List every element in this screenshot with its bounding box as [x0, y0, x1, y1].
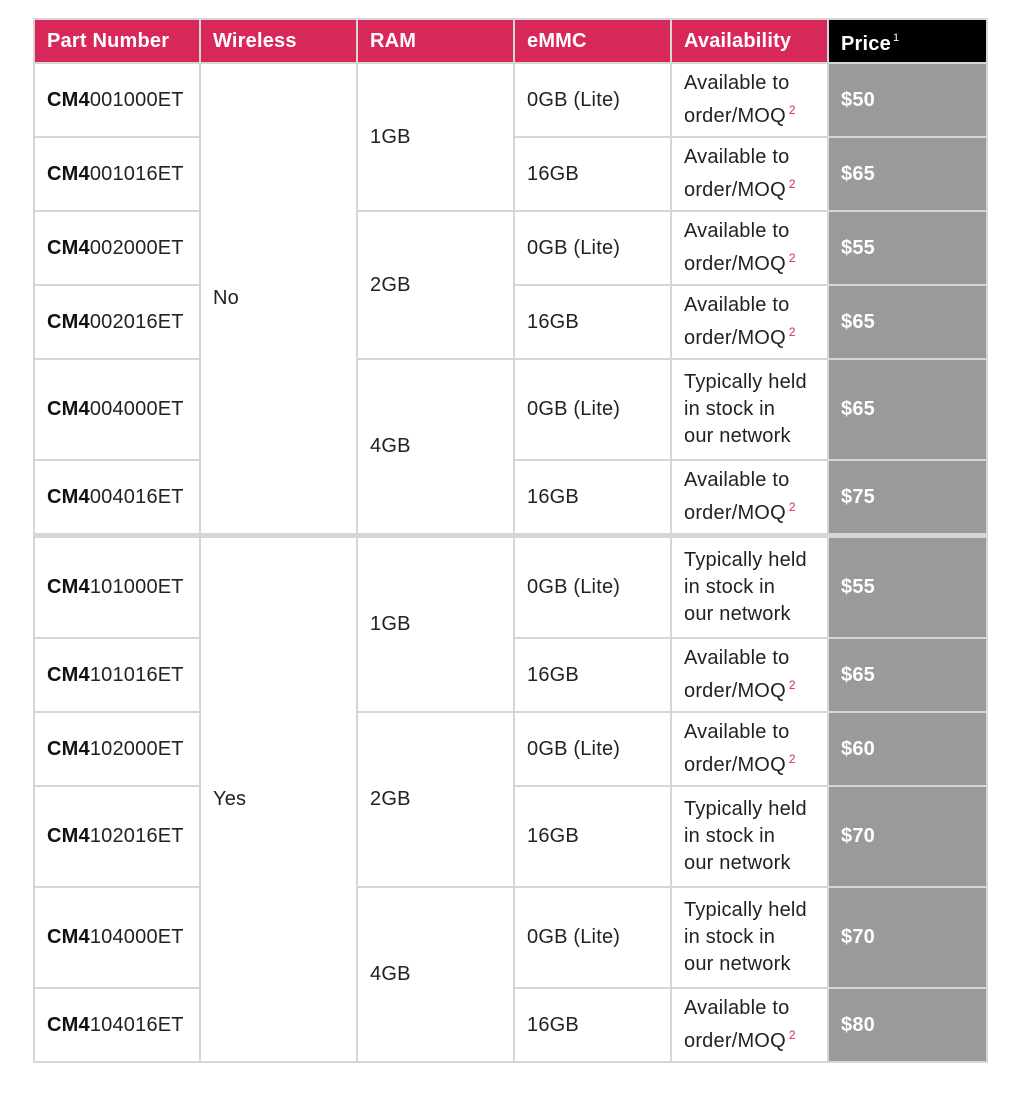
availability-line-2-text: order/MOQ [684, 327, 786, 349]
part-number-suffix: 104000ET [89, 926, 184, 948]
price-cell: $55 [828, 211, 987, 285]
part-number-cell [34, 359, 200, 460]
availability-line-1: Available to [684, 647, 790, 669]
availability-line-2 [684, 171, 815, 204]
header-ram: RAM [357, 19, 514, 63]
ram-cell: 1GB [357, 63, 514, 211]
part-number-suffix: 102016ET [89, 825, 184, 847]
part-number-suffix: 002016ET [89, 310, 184, 333]
part-number-cell [34, 786, 200, 887]
emmc-cell: 0GB (Lite) [514, 887, 671, 988]
header-price-label: Price [841, 32, 891, 55]
part-number-cell [34, 638, 200, 712]
ram-cell: 1GB [357, 536, 514, 713]
price-cell: $80 [828, 988, 987, 1062]
part-number-suffix: 004016ET [89, 485, 184, 508]
emmc-cell: 0GB (Lite) [514, 359, 671, 460]
part-number-prefix: CM4 [47, 310, 90, 333]
table-row [34, 211, 987, 285]
part-number-cell [34, 285, 200, 359]
availability-line-2-text: in stock in [684, 825, 776, 847]
availability-line-2 [684, 574, 815, 601]
part-number-prefix: CM4 [47, 398, 90, 420]
part-number-cell [34, 536, 200, 639]
table-row [34, 359, 987, 460]
price-cell: $50 [828, 63, 987, 137]
price-cell: $60 [828, 712, 987, 786]
part-number-suffix: 001016ET [89, 162, 184, 185]
part-number-prefix: CM4 [47, 825, 90, 847]
emmc-cell: 16GB [514, 460, 671, 536]
availability-cell [671, 536, 828, 639]
moq-footnote-marker: 2 [788, 678, 796, 692]
availability-cell [671, 211, 828, 285]
part-number-suffix: 002000ET [89, 236, 184, 259]
ram-cell: 4GB [357, 887, 514, 1062]
part-number-prefix: CM4 [47, 236, 90, 259]
availability-line-2 [684, 396, 815, 423]
emmc-cell: 0GB (Lite) [514, 211, 671, 285]
price-cell: $65 [828, 137, 987, 211]
availability-line-2-text: order/MOQ [684, 680, 786, 702]
availability-line-1: Available to [684, 72, 790, 94]
ram-cell: 2GB [357, 712, 514, 887]
table-row [34, 887, 987, 988]
availability-line-2-text: order/MOQ [684, 105, 786, 127]
price-cell: $65 [828, 285, 987, 359]
availability-line-2 [684, 97, 815, 130]
availability-line-1: Available to [684, 146, 790, 168]
header-emmc: eMMC [514, 19, 671, 63]
availability-line-2 [684, 746, 815, 779]
part-number-cell [34, 211, 200, 285]
part-number-cell [34, 460, 200, 536]
availability-line-2-text: in stock in [684, 398, 776, 420]
availability-line-2 [684, 823, 815, 850]
part-number-suffix: 101016ET [89, 663, 184, 686]
availability-line-2-text: in stock in [684, 926, 776, 948]
availability-cell [671, 887, 828, 988]
header-row [34, 19, 987, 63]
moq-footnote-marker: 2 [788, 103, 796, 117]
part-number-suffix: 101000ET [89, 576, 184, 598]
part-number-cell [34, 887, 200, 988]
price-cell: $55 [828, 536, 987, 639]
emmc-cell: 16GB [514, 638, 671, 712]
part-number-prefix: CM4 [47, 926, 90, 948]
price-cell: $65 [828, 359, 987, 460]
price-cell: $70 [828, 786, 987, 887]
price-footnote-marker: 1 [892, 31, 900, 44]
availability-line-1: Available to [684, 721, 790, 743]
moq-footnote-marker: 2 [788, 251, 796, 265]
emmc-cell: 0GB (Lite) [514, 712, 671, 786]
availability-cell [671, 460, 828, 536]
ram-cell: 2GB [357, 211, 514, 359]
availability-line-2-text: in stock in [684, 576, 776, 598]
availability-cell [671, 63, 828, 137]
part-number-suffix: 104016ET [89, 1013, 184, 1036]
part-number-prefix: CM4 [47, 162, 90, 185]
moq-footnote-marker: 2 [788, 1028, 796, 1042]
availability-line-2-text: order/MOQ [684, 253, 786, 275]
availability-cell [671, 137, 828, 211]
wireless-cell: Yes [200, 536, 357, 1063]
availability-line-1: Typically held [684, 549, 807, 571]
emmc-cell: 16GB [514, 285, 671, 359]
price-cell: $70 [828, 887, 987, 988]
availability-cell [671, 638, 828, 712]
availability-cell [671, 285, 828, 359]
availability-line-1: Typically held [684, 798, 807, 820]
part-number-prefix: CM4 [47, 663, 90, 686]
emmc-cell: 16GB [514, 786, 671, 887]
availability-line-1: Available to [684, 997, 790, 1019]
availability-line-1: Available to [684, 469, 790, 491]
table-row [34, 536, 987, 639]
wireless-cell: No [200, 63, 357, 536]
availability-line-2 [684, 494, 815, 527]
ram-cell: 4GB [357, 359, 514, 536]
emmc-cell: 16GB [514, 137, 671, 211]
availability-line-3: our network [684, 953, 791, 975]
availability-line-1: Available to [684, 294, 790, 316]
moq-footnote-marker: 2 [788, 177, 796, 191]
availability-line-3: our network [684, 603, 791, 625]
part-number-cell [34, 63, 200, 137]
availability-cell [671, 988, 828, 1062]
header-part-number: Part Number [34, 19, 200, 63]
availability-line-1: Typically held [684, 899, 807, 921]
availability-line-2 [684, 1022, 815, 1055]
availability-cell [671, 712, 828, 786]
availability-line-1: Typically held [684, 371, 807, 393]
availability-line-2-text: order/MOQ [684, 502, 786, 524]
part-number-cell [34, 137, 200, 211]
header-availability: Availability [671, 19, 828, 63]
availability-cell [671, 359, 828, 460]
cm4-pricing-table [33, 18, 988, 1063]
moq-footnote-marker: 2 [788, 752, 796, 766]
availability-line-2 [684, 319, 815, 352]
part-number-suffix: 001000ET [89, 88, 184, 111]
part-number-prefix: CM4 [47, 485, 90, 508]
part-number-prefix: CM4 [47, 1013, 90, 1036]
availability-line-3: our network [684, 852, 791, 874]
emmc-cell: 0GB (Lite) [514, 63, 671, 137]
availability-line-2-text: order/MOQ [684, 1030, 786, 1052]
header-price [828, 19, 987, 63]
part-number-prefix: CM4 [47, 737, 90, 760]
table-body [34, 63, 987, 1062]
availability-cell [671, 786, 828, 887]
availability-line-1: Available to [684, 220, 790, 242]
availability-line-2 [684, 672, 815, 705]
part-number-cell [34, 712, 200, 786]
availability-line-2-text: order/MOQ [684, 179, 786, 201]
part-number-suffix: 004000ET [89, 398, 184, 420]
moq-footnote-marker: 2 [788, 325, 796, 339]
emmc-cell: 0GB (Lite) [514, 536, 671, 639]
moq-footnote-marker: 2 [788, 500, 796, 514]
availability-line-2-text: order/MOQ [684, 754, 786, 776]
table-row [34, 63, 987, 137]
price-cell: $75 [828, 460, 987, 536]
part-number-prefix: CM4 [47, 88, 90, 111]
part-number-prefix: CM4 [47, 576, 90, 598]
availability-line-3: our network [684, 425, 791, 447]
header-wireless: Wireless [200, 19, 357, 63]
part-number-suffix: 102000ET [89, 737, 184, 760]
availability-line-2 [684, 924, 815, 951]
availability-line-2 [684, 245, 815, 278]
emmc-cell: 16GB [514, 988, 671, 1062]
table-row [34, 712, 987, 786]
part-number-cell [34, 988, 200, 1062]
price-cell: $65 [828, 638, 987, 712]
